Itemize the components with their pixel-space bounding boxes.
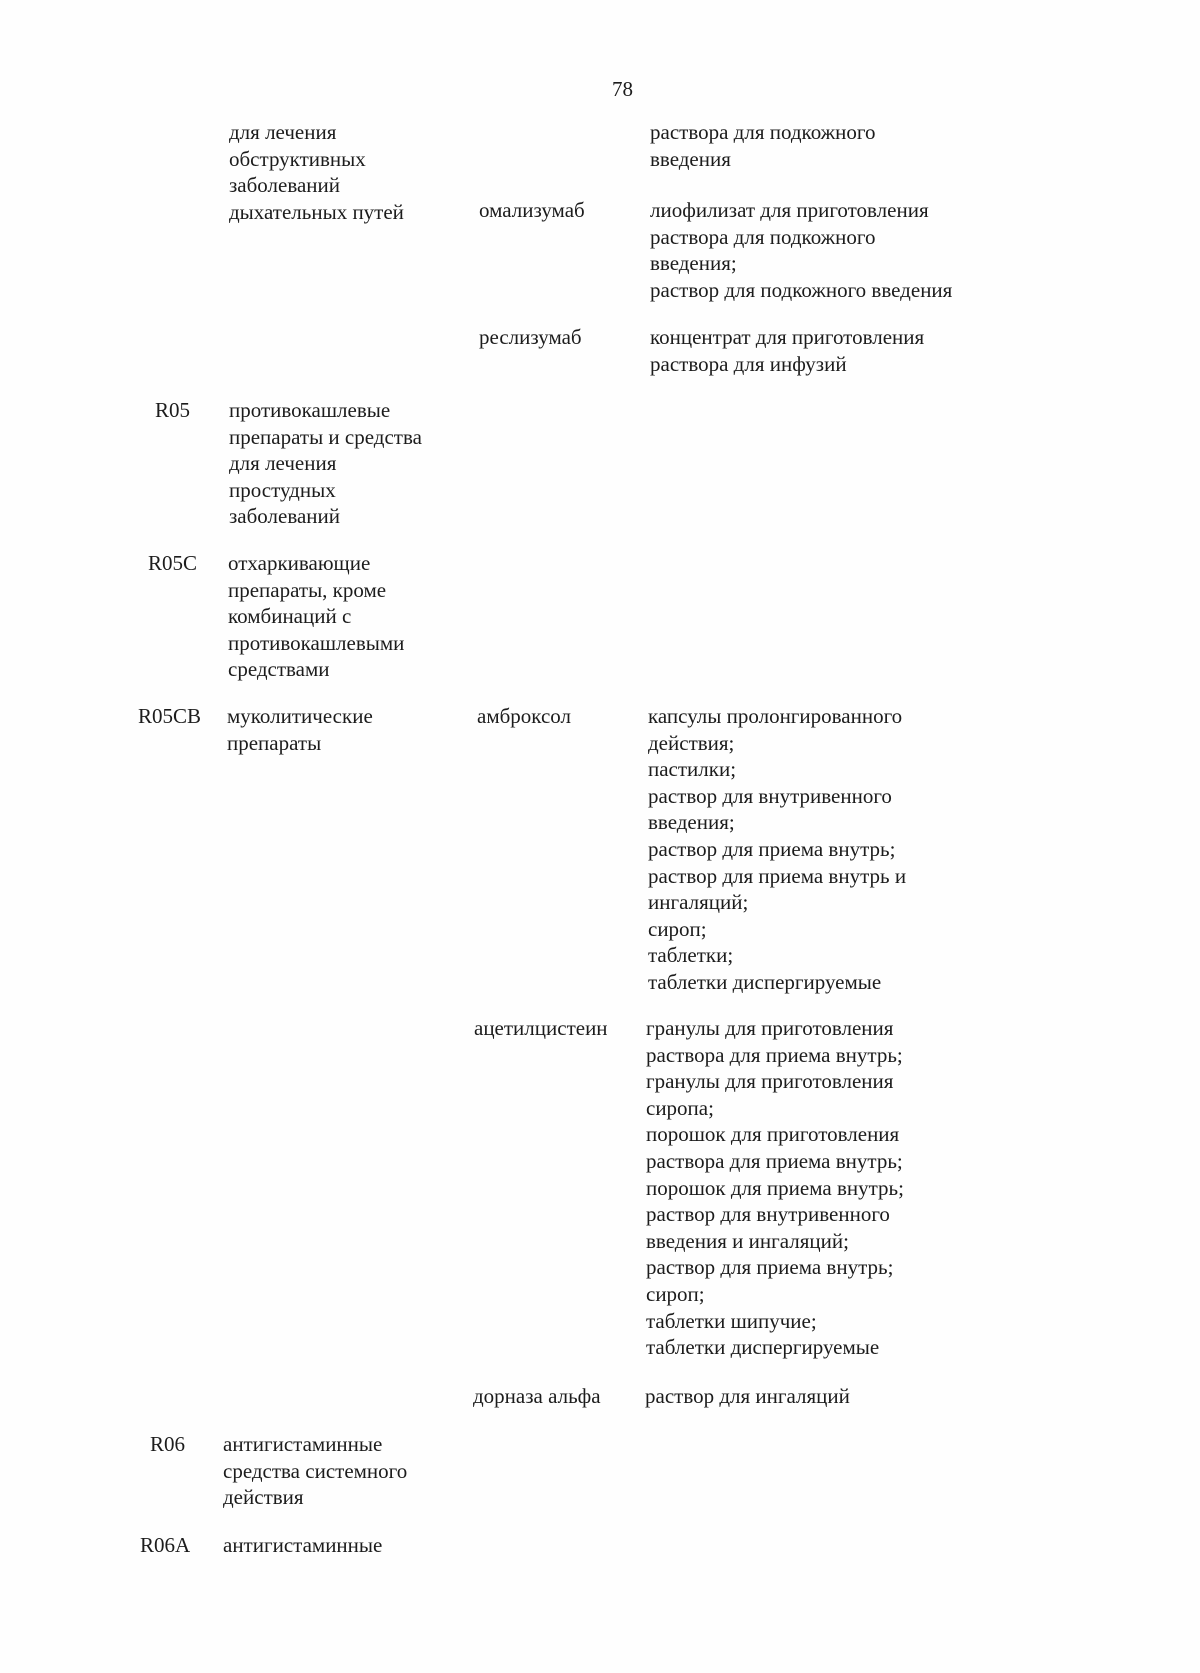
- drug-name: реслизумаб: [479, 325, 582, 349]
- dosage-forms: капсулы пролонгированного действия; пастилки; раствор для внутривенного введения; раствор для приема внутрь; раствор для приема внутрь и ингаляций; сироп; таблетки; таблетки диспергируемые: [648, 704, 907, 994]
- group-description: антигистаминные средства системного действия: [223, 1432, 408, 1510]
- atc-code: R05CB: [138, 704, 202, 728]
- drug-name: амброксол: [477, 704, 571, 728]
- atc-code: R06A: [140, 1533, 191, 1557]
- atc-code: R05C: [148, 551, 198, 575]
- drug-name: дорназа альфа: [473, 1384, 601, 1408]
- page-number: 78: [612, 77, 633, 101]
- dosage-forms: раствор для ингаляций: [645, 1384, 850, 1408]
- drug-name: ацетилцистеин: [474, 1016, 608, 1040]
- group-description: антигистаминные: [223, 1533, 383, 1557]
- atc-code: R05: [155, 398, 191, 422]
- dosage-forms: раствора для подкожного введения: [650, 120, 876, 171]
- group-description: отхаркивающие препараты, кроме комбинаций с противокашлевыми средствами: [228, 551, 405, 682]
- group-description: противокашлевые препараты и средства для лечения простудных заболеваний: [229, 398, 422, 529]
- group-description: для лечения обструктивных заболеваний дыхательных путей: [229, 120, 404, 224]
- group-description: муколитические препараты: [227, 704, 373, 755]
- dosage-forms: концентрат для приготовления раствора для инфузий: [650, 325, 925, 376]
- dosage-forms: лиофилизат для приготовления раствора для подкожного введения; раствор для подкожного введения: [650, 198, 953, 302]
- atc-code: R06: [150, 1432, 186, 1456]
- drug-name: омализумаб: [479, 198, 585, 222]
- dosage-forms: гранулы для приготовления раствора для приема внутрь; гранулы для приготовления сиропа; порошок для приготовления раствора для приема внутрь; порошок для приема внутрь; раствор для внутривенного введения и ингаляций; раствор для приема внутрь; сироп; таблетки шипучие; таблетки диспергируемые: [646, 1016, 904, 1360]
